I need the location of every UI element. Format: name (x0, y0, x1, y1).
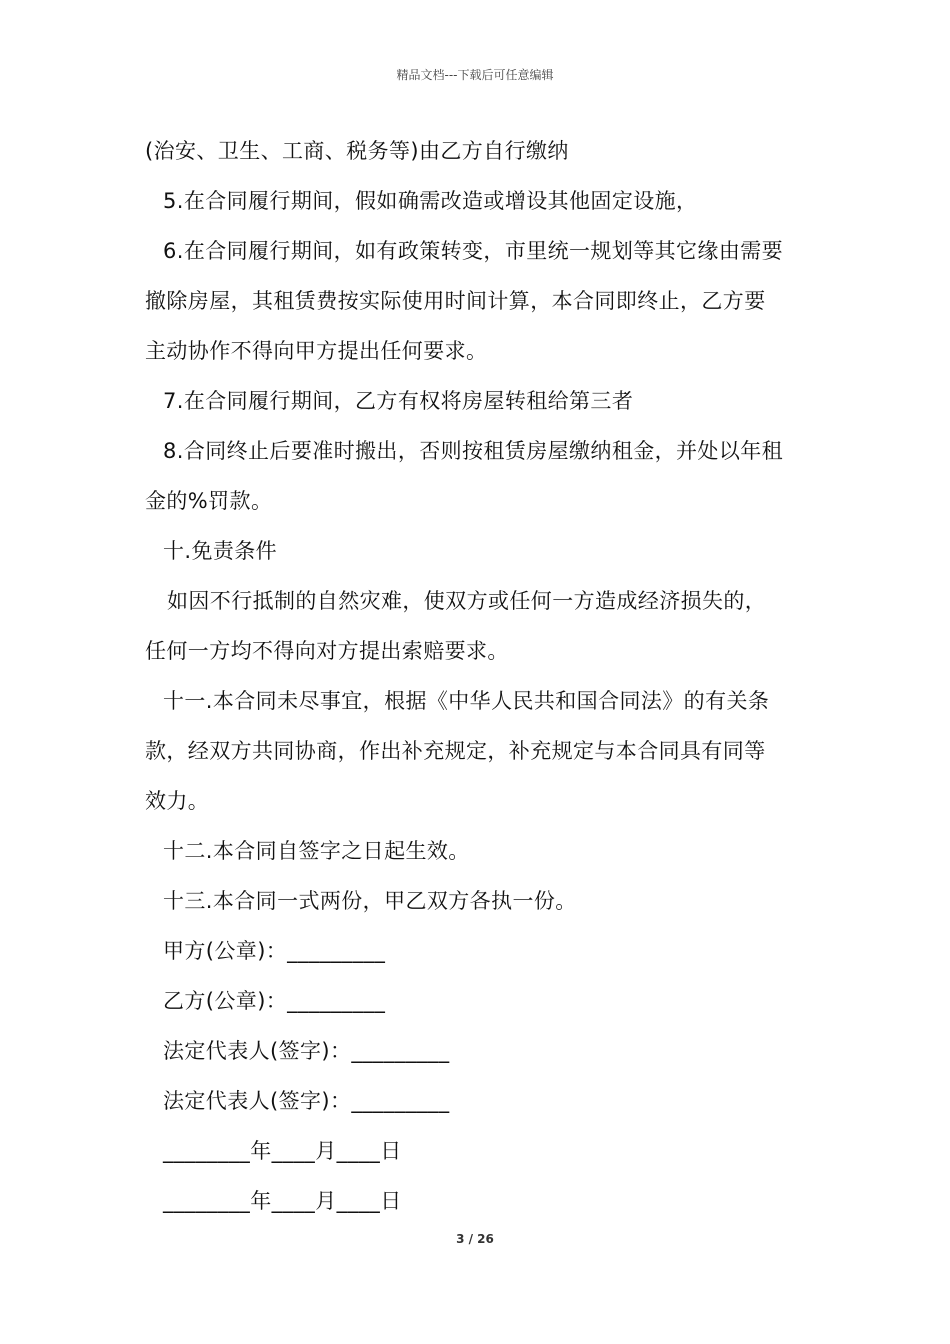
date-line: ________年____月____日 (163, 1189, 402, 1213)
paragraph-line: 主动协作不得向甲方提出任何要求。 (145, 339, 488, 363)
page-header: 精品文档---下载后可任意编辑 (396, 68, 554, 82)
legal-rep-signature-line: 法定代表人(签字)：_________ (163, 1089, 450, 1113)
document-body (145, 126, 810, 1226)
page-number: 3 / 26 (456, 1232, 494, 1246)
clause-8: 8.合同终止后要准时搬出，否则按租赁房屋缴纳租金，并处以年租 (163, 439, 784, 463)
paragraph-line: 效力。 (145, 789, 210, 813)
paragraph-line: (治安、卫生、工商、税务等)由乙方自行缴纳 (145, 139, 569, 163)
section-heading-10: 十.免责条件 (163, 539, 278, 563)
paragraph-line: 款，经双方共同协商，作出补充规定，补充规定与本合同具有同等 (145, 739, 766, 763)
section-heading-12: 十二.本合同自签字之日起生效。 (163, 839, 470, 863)
clause-5: 5.在合同履行期间，假如确需改造或增设其他固定设施， (163, 189, 698, 213)
legal-rep-signature-line: 法定代表人(签字)：_________ (163, 1039, 450, 1063)
section-heading-11: 十一.本合同未尽事宜，根据《中华人民共和国合同法》的有关条 (163, 689, 770, 713)
paragraph-line: 撤除房屋，其租赁费按实际使用时间计算，本合同即终止，乙方要 (145, 289, 766, 313)
party-a-seal-line: 甲方(公章)：_________ (163, 939, 386, 963)
party-b-seal-line: 乙方(公章)：_________ (163, 989, 386, 1013)
paragraph-line: 金的%罚款。 (145, 489, 273, 513)
clause-7: 7.在合同履行期间，乙方有权将房屋转租给第三者 (163, 389, 634, 413)
paragraph-line: 如因不行抵制的自然灾难，使双方或任何一方造成经济损失的， (167, 589, 767, 613)
clause-6: 6.在合同履行期间，如有政策转变，市里统一规划等其它缘由需要 (163, 239, 784, 263)
paragraph-line: 任何一方均不得向对方提出索赔要求。 (145, 639, 509, 663)
date-line: ________年____月____日 (163, 1139, 402, 1163)
section-heading-13: 十三.本合同一式两份，甲乙双方各执一份。 (163, 889, 577, 913)
